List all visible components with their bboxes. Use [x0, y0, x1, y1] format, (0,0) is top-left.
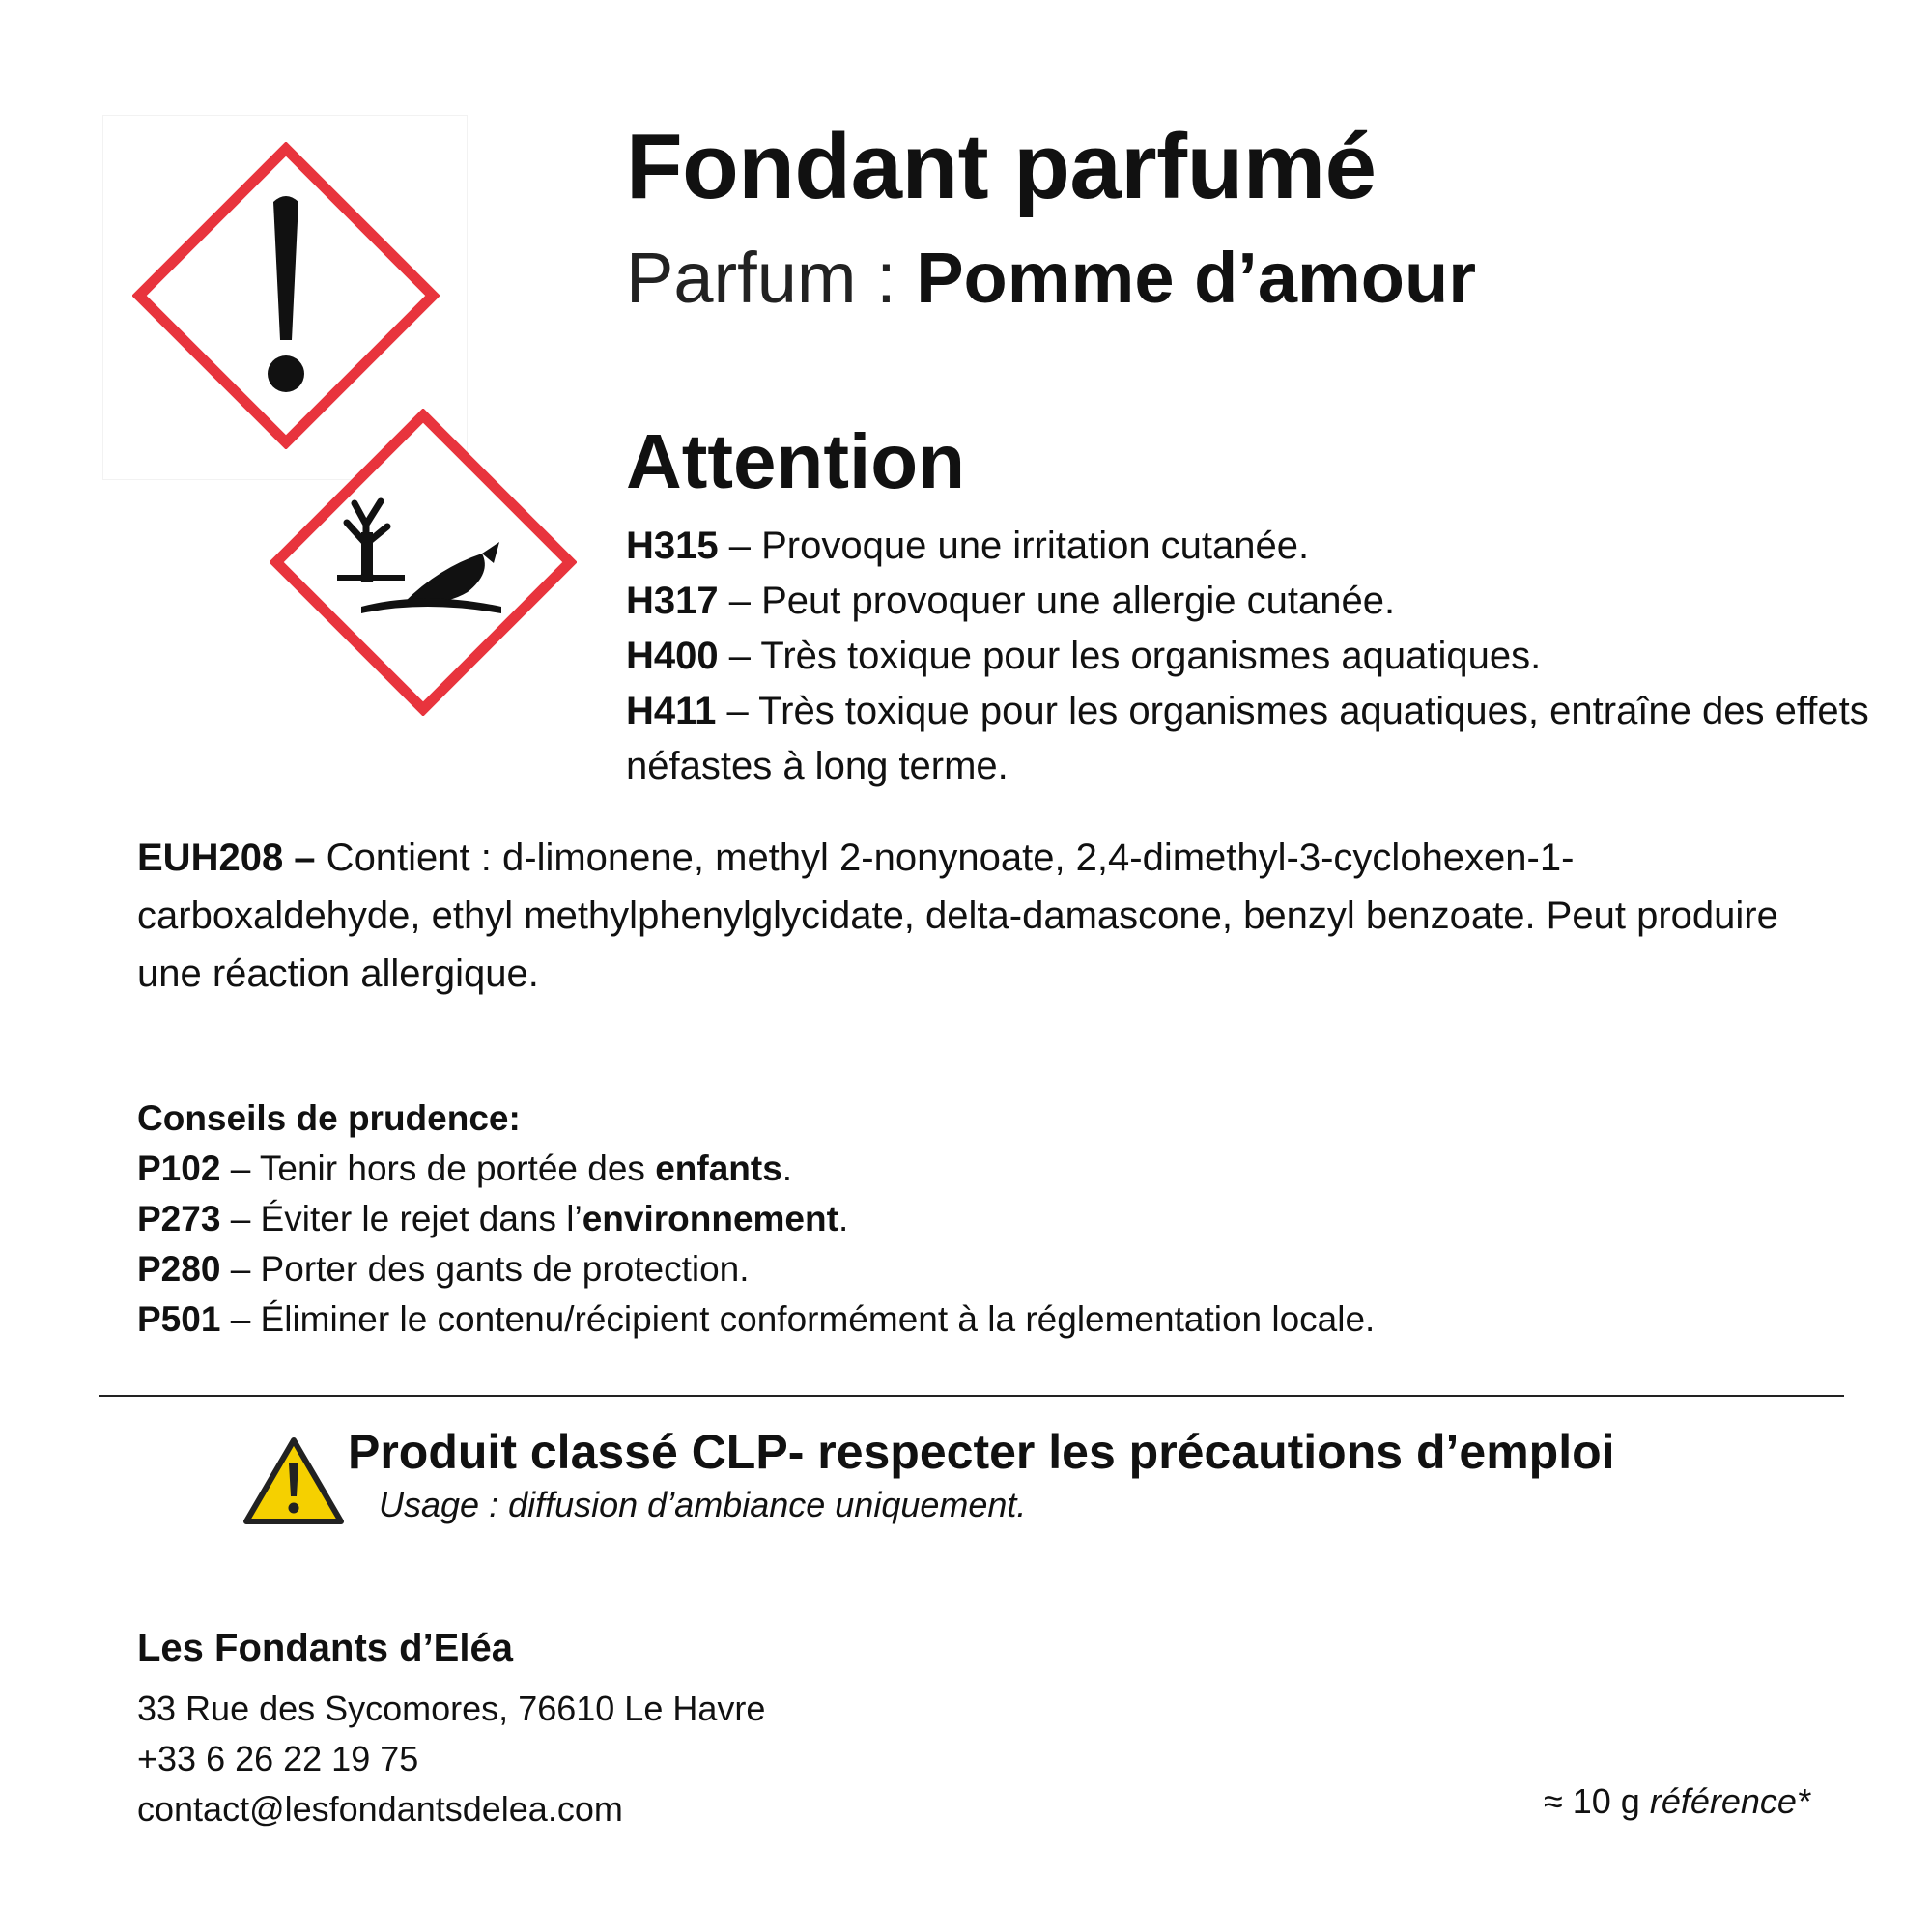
precaution-code: P501	[137, 1299, 221, 1339]
hazard-code: H411	[626, 690, 717, 732]
divider	[99, 1395, 1844, 1397]
exclamation-mark-icon	[132, 142, 440, 449]
net-weight	[1544, 1781, 1810, 1822]
fragrance-name: Pomme d’amour	[916, 238, 1476, 318]
hazard-statement	[626, 684, 1872, 794]
company-email: contact@lesfondantsdelea.com	[137, 1789, 623, 1829]
hazard-text: Peut provoquer une allergie cutanée.	[761, 580, 1396, 622]
hazard-statement	[626, 574, 1872, 629]
fragrance-line	[626, 237, 1476, 319]
hazard-text: Très toxique pour les organismes aquatiques.	[760, 635, 1542, 677]
precaution-item	[137, 1194, 1837, 1244]
clp-notice-title: Produit classé CLP- respecter les précautions d’emploi	[348, 1425, 1615, 1479]
precaution-item	[137, 1144, 1837, 1194]
euh-code: EUH208 –	[137, 837, 316, 879]
environment-hazard-icon	[270, 409, 577, 716]
company-address: 33 Rue des Sycomores, 76610 Le Havre	[137, 1689, 766, 1728]
hazard-separator: –	[716, 690, 759, 732]
precaution-text: – Porter des gants de protection.	[220, 1249, 750, 1289]
hazard-statement	[626, 519, 1872, 574]
euh-text: Contient : d-limonene, methyl 2-nonynoate, 2,4-dimethyl-3-cyclohexen-1-carboxaldehyde, ethyl methylphenylglycidate, delta-damascone, benzyl benzoate. Peut produire une réaction allergique.	[137, 837, 1778, 995]
precaution-emphasis: enfants	[655, 1149, 782, 1188]
weight-reference: référence*	[1649, 1781, 1810, 1821]
usage-note: Usage : diffusion d’ambiance uniquement.	[379, 1485, 1027, 1524]
weight-amount: ≈ 10 g	[1544, 1781, 1650, 1821]
hazard-text: Très toxique pour les organismes aquatiques, entraîne des effets néfastes à long terme.	[626, 690, 1869, 787]
precaution-item	[137, 1244, 1837, 1294]
precautionary-statements	[137, 1094, 1837, 1345]
warning-triangle-icon	[242, 1435, 346, 1532]
precaution-item	[137, 1294, 1837, 1345]
precaution-code: P273	[137, 1199, 221, 1238]
precaution-text: – Tenir hors de portée des	[220, 1149, 656, 1188]
euh-statement	[137, 829, 1837, 1003]
company-phone: +33 6 26 22 19 75	[137, 1739, 419, 1778]
company-contact	[137, 1684, 765, 1834]
signal-word: Attention	[626, 418, 966, 504]
fragrance-label: Parfum :	[626, 238, 917, 318]
hazard-code: H317	[626, 580, 719, 622]
precaution-code: P102	[137, 1149, 221, 1188]
hazard-text: Provoque une irritation cutanée.	[761, 525, 1310, 567]
precaution-emphasis: environnement	[582, 1199, 838, 1238]
precaution-text: – Éliminer le contenu/récipient conformément à la réglementation locale.	[220, 1299, 1376, 1339]
hazard-statements	[626, 519, 1872, 794]
precaution-code: P280	[137, 1249, 221, 1289]
product-title: Fondant parfumé	[626, 115, 1377, 218]
precaution-end: .	[838, 1199, 849, 1238]
precaution-text: – Éviter le rejet dans l’	[220, 1199, 582, 1238]
precautions-heading: Conseils de prudence:	[137, 1098, 521, 1138]
company-name: Les Fondants d’Eléa	[137, 1627, 513, 1669]
precaution-end: .	[781, 1149, 793, 1188]
hazard-separator: –	[718, 635, 761, 677]
hazard-separator: –	[718, 580, 762, 622]
hazard-statement	[626, 629, 1872, 684]
hazard-code: H315	[626, 525, 719, 567]
hazard-code: H400	[626, 635, 719, 677]
hazard-separator: –	[718, 525, 762, 567]
